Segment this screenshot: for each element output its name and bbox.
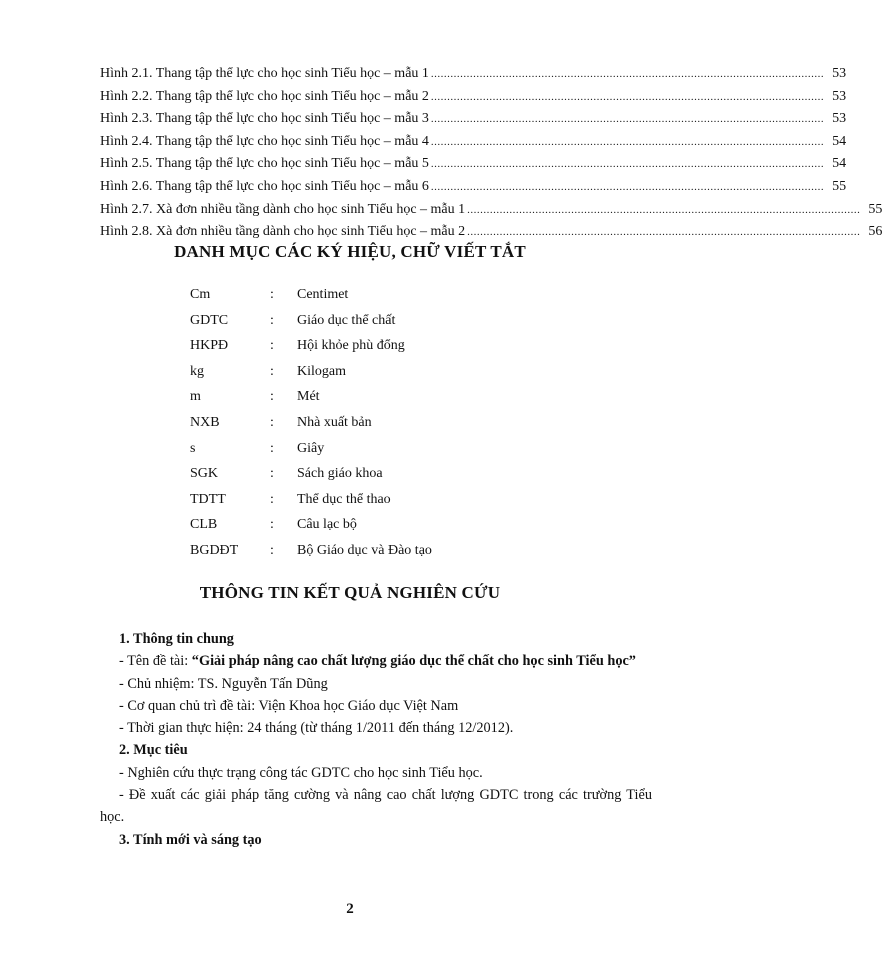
abbreviation-row — [190, 282, 550, 308]
abbreviation-meaning: Giây — [297, 440, 325, 456]
dot-leader: ......................................................................................................................... — [430, 90, 825, 103]
figure-page: 53 — [832, 111, 847, 127]
abbreviations-list — [190, 282, 550, 564]
abbreviation-meaning: Sách giáo khoa — [297, 466, 383, 482]
abbreviation-separator: : — [270, 517, 274, 533]
host-organization: - Cơ quan chủ trì đề tài: Viện Khoa học Giáo dục Việt Nam — [119, 697, 459, 714]
dot-leader: ......................................................................................................................... — [430, 180, 825, 193]
abbreviation-separator: : — [270, 312, 274, 328]
figure-label: Hình 2.6. Thang tập thể lực cho học sinh Tiểu học – mẫu 6 — [100, 178, 429, 194]
figure-page: 56 — [868, 224, 882, 240]
abbreviation-code: Cm — [190, 287, 211, 302]
results-heading: THÔNG TIN KẾT QUẢ NGHIÊN CỨU — [199, 583, 501, 602]
figure-page: 54 — [832, 156, 847, 172]
abbreviation-separator: : — [270, 542, 274, 558]
abbreviation-row — [190, 308, 550, 334]
dot-leader: ......................................................................................................................... — [430, 158, 825, 171]
figure-entry[interactable] — [100, 108, 847, 131]
abbreviation-code: CLB — [190, 517, 218, 533]
abbreviation-code: GDTC — [190, 312, 229, 328]
objective-item: - Đề xuất các giải pháp tăng cường và nâng cao chất lượng GDTC trong các trường Tiểu học. — [100, 787, 652, 826]
section-heading: 1. Thông tin chung — [119, 631, 234, 647]
abbreviation-row — [190, 512, 550, 538]
topic-line — [100, 650, 652, 672]
abbreviation-row — [190, 538, 550, 564]
abbreviation-code: kg — [190, 363, 204, 379]
abbreviation-meaning: Câu lạc bộ — [297, 517, 357, 533]
abbreviation-meaning: Kilogam — [297, 363, 346, 379]
abbreviation-meaning: Nhà xuất bản — [297, 414, 372, 430]
abbreviation-separator: : — [270, 338, 274, 354]
figure-page: 55 — [868, 201, 882, 217]
abbreviation-meaning: Mét — [297, 389, 320, 405]
abbreviation-separator: : — [270, 389, 274, 405]
abbreviation-code: SGK — [190, 466, 219, 482]
abbreviation-separator: : — [270, 466, 274, 482]
dot-leader: ......................................................................................................................... — [430, 113, 825, 126]
figure-entry[interactable] — [100, 221, 882, 244]
project-duration: - Thời gian thực hiện: 24 tháng (từ tháng 1/2011 đến tháng 12/2012). — [119, 720, 514, 737]
dot-leader: ......................................................................................................................... — [430, 68, 825, 80]
dot-leader: ......................................................................................................................... — [467, 226, 861, 239]
section-heading: 2. Mục tiêu — [119, 742, 188, 759]
figure-entry[interactable] — [100, 176, 847, 199]
results-body — [100, 628, 652, 851]
abbreviations-heading: DANH MỤC CÁC KÝ HIỆU, CHỮ VIẾT TẮT — [174, 242, 526, 261]
figure-entry[interactable] — [100, 153, 847, 176]
abbreviation-separator: : — [270, 491, 274, 507]
figure-label: Hình 2.3. Thang tập thể lực cho học sinh Tiểu học – mẫu 3 — [100, 111, 429, 127]
figure-label: Hình 2.7. Xà đơn nhiều tầng dành cho học sinh Tiểu học – mẫu 1 — [100, 201, 466, 217]
figure-label: Hình 2.4. Thang tập thể lực cho học sinh Tiểu học – mẫu 4 — [100, 133, 429, 149]
figure-label: Hình 2.8. Xà đơn nhiều tầng dành cho học sinh Tiểu học – mẫu 2 — [100, 224, 466, 240]
objective-item: - Nghiên cứu thực trạng công tác GDTC cho học sinh Tiểu học. — [119, 764, 483, 781]
abbreviation-meaning: Bộ Giáo dục và Đào tạo — [297, 542, 432, 558]
abbreviation-separator: : — [270, 440, 274, 456]
abbreviation-row — [190, 410, 550, 436]
dot-leader: ......................................................................................................................... — [430, 135, 825, 148]
abbreviation-meaning: Thể dục thể thao — [297, 491, 391, 507]
figure-page: 53 — [832, 66, 847, 81]
dot-leader: ......................................................................................................................... — [467, 203, 861, 216]
figure-label: Hình 2.5. Thang tập thể lực cho học sinh Tiểu học – mẫu 5 — [100, 156, 429, 172]
abbreviation-meaning: Hội khỏe phù đổng — [297, 338, 405, 354]
figure-entry[interactable] — [100, 86, 847, 109]
abbreviation-row — [190, 461, 550, 487]
list-of-figures — [100, 63, 882, 244]
figure-label: Hình 2.1. Thang tập thể lực cho học sinh Tiểu học – mẫu 1 — [100, 66, 429, 81]
abbreviation-code: BGDĐT — [190, 542, 239, 558]
abbreviation-separator: : — [270, 287, 274, 302]
abbreviation-row — [190, 384, 550, 410]
section-heading: 3. Tính mới và sáng tạo — [119, 831, 262, 848]
abbreviation-separator: : — [270, 363, 274, 379]
abbreviation-meaning: Centimet — [297, 287, 349, 302]
figure-entry[interactable] — [100, 199, 882, 222]
abbreviation-row — [190, 333, 550, 359]
figure-page: 53 — [832, 88, 847, 104]
project-lead: - Chủ nhiệm: TS. Nguyễn Tấn Dũng — [119, 675, 328, 692]
figure-label: Hình 2.2. Thang tập thể lực cho học sinh Tiểu học – mẫu 2 — [100, 88, 429, 104]
figure-page: 55 — [832, 178, 847, 194]
abbreviation-row — [190, 487, 550, 513]
abbreviation-code: NXB — [190, 414, 220, 430]
abbreviation-code: s — [190, 440, 196, 456]
abbreviation-row — [190, 436, 550, 462]
figure-entry[interactable] — [100, 63, 847, 86]
figure-page: 54 — [832, 133, 847, 149]
abbreviation-meaning: Giáo dục thể chất — [297, 312, 396, 328]
topic-prefix: - Tên đề tài: — [119, 653, 192, 670]
abbreviation-row — [190, 359, 550, 385]
abbreviation-code: m — [190, 389, 201, 405]
abbreviation-code: HKPĐ — [190, 338, 229, 354]
topic-title: “Giải pháp nâng cao chất lượng giáo dục thể chất cho học sinh Tiểu học” — [191, 653, 636, 670]
abbreviation-code: TDTT — [190, 491, 226, 507]
abbreviation-separator: : — [270, 414, 274, 430]
page-number: 2 — [346, 901, 354, 917]
figure-entry[interactable] — [100, 131, 847, 154]
